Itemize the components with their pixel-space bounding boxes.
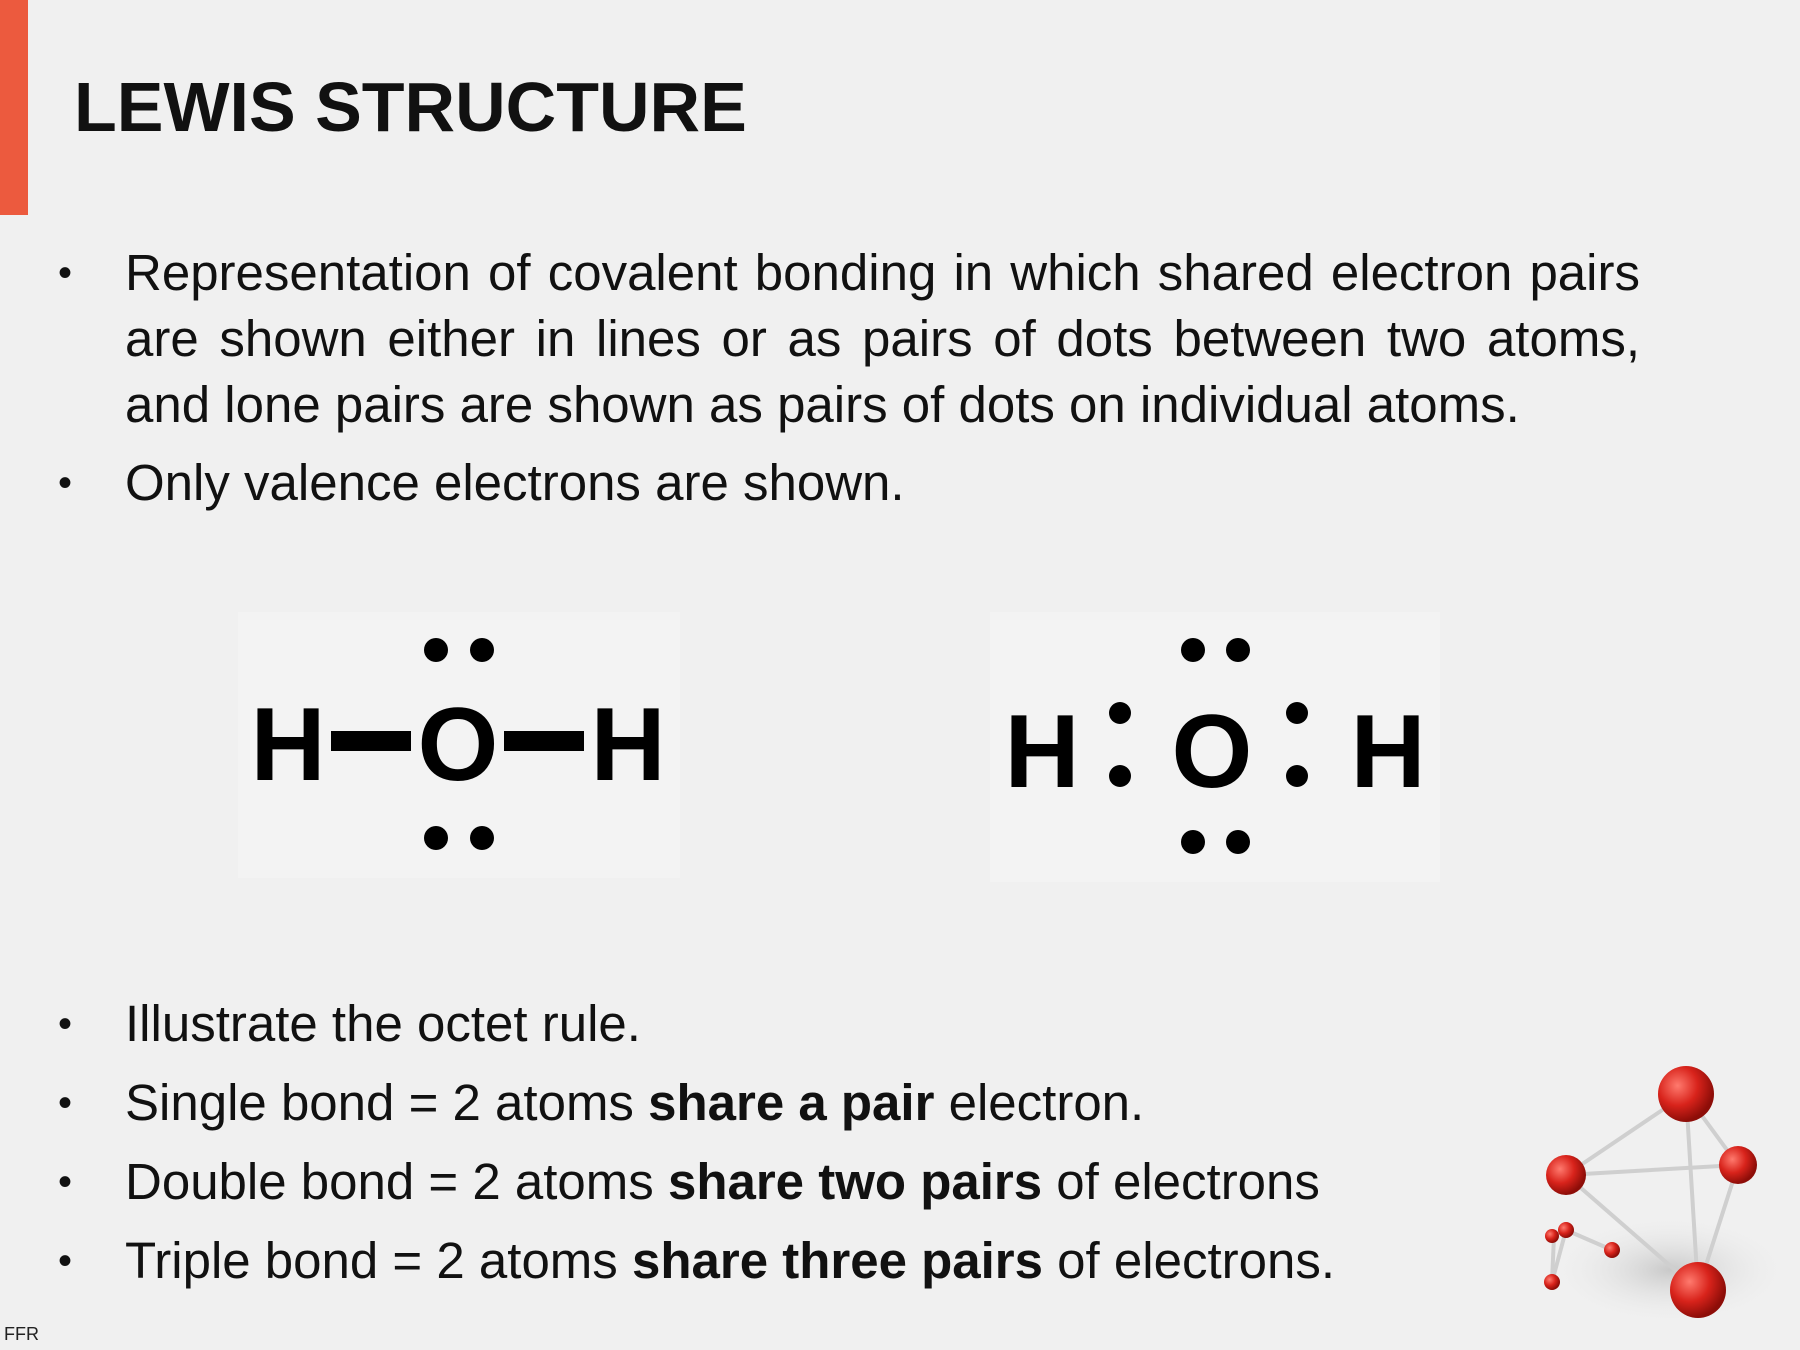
accent-bar: [0, 0, 28, 215]
footer-code: FFR: [4, 1324, 39, 1344]
lone-pair-dot: [424, 638, 448, 662]
atom-ball: [1670, 1262, 1726, 1318]
bullet-marker: •: [58, 251, 73, 295]
atom-ball: [1604, 1242, 1620, 1258]
bond-line: [504, 731, 584, 751]
atom-ball: [1719, 1146, 1757, 1184]
dot-structure-diagram: [990, 612, 1440, 882]
bullet-text-end: of electrons: [1042, 1153, 1320, 1210]
atom-o: O: [1171, 694, 1253, 810]
atom-ball: [1558, 1222, 1574, 1238]
bullet-item: [0, 1228, 1640, 1294]
bond-line: [331, 731, 411, 751]
atom-h-right: H: [590, 687, 666, 803]
bullet-text-end: of electrons.: [1043, 1232, 1335, 1289]
lone-pair-dot: [1181, 638, 1205, 662]
lone-pair-dot: [1181, 830, 1205, 854]
bullet-text-bold: share a pair: [648, 1074, 935, 1131]
lewis-dot-structure: [990, 612, 1440, 882]
lone-pair-dot: [470, 826, 494, 850]
bullet-item: [0, 1070, 1640, 1136]
bullet-list-top: [0, 240, 1640, 528]
bullet-marker: •: [58, 1002, 73, 1046]
bullet-text-bold: share two pairs: [667, 1153, 1043, 1210]
bullet-marker: •: [58, 1081, 73, 1125]
shared-pair-dot: [1109, 765, 1131, 787]
bullet-marker: •: [58, 1160, 73, 1204]
line-structure-diagram: [238, 612, 680, 878]
bullet-text: Only valence electrons are shown.: [125, 454, 905, 511]
lone-pair-dot: [424, 826, 448, 850]
bullet-text: Double bond = 2 atoms: [125, 1153, 668, 1210]
bullet-marker: •: [58, 1239, 73, 1283]
bullet-text: Triple bond = 2 atoms: [125, 1232, 632, 1289]
lone-pair-dot: [470, 638, 494, 662]
bullet-text-end: electron.: [934, 1074, 1145, 1131]
lone-pair-dot: [1226, 830, 1250, 854]
bullet-item: [0, 450, 1640, 516]
bullet-text: Single bond = 2 atoms: [125, 1074, 649, 1131]
atom-ball: [1544, 1274, 1560, 1290]
atom-ball: [1546, 1155, 1586, 1195]
atom-h-right: H: [1350, 694, 1426, 810]
bullet-list-bottom: [0, 991, 1640, 1307]
atom-h-left: H: [1004, 694, 1080, 810]
bullet-text-bold: share three pairs: [631, 1232, 1044, 1289]
molecule-model-decoration: [1520, 1040, 1790, 1340]
bullet-item: [0, 240, 1640, 438]
atom-ball: [1658, 1066, 1714, 1122]
shared-pair-dot: [1109, 702, 1131, 724]
slide-title: LEWIS STRUCTURE: [74, 68, 747, 146]
bullet-marker: •: [58, 461, 73, 505]
shared-pair-dot: [1286, 702, 1308, 724]
bullet-item: [0, 991, 1640, 1057]
lone-pair-dot: [1226, 638, 1250, 662]
bullet-item: [0, 1149, 1640, 1215]
atom-o: O: [417, 687, 499, 803]
shared-pair-dot: [1286, 765, 1308, 787]
lewis-line-structure: [238, 612, 680, 878]
atom-ball: [1545, 1229, 1559, 1243]
atom-h-left: H: [250, 687, 326, 803]
bullet-text: Illustrate the octet rule.: [125, 995, 641, 1052]
bullet-text: Representation of covalent bonding in which shared electron pairs are shown either in lines or as pairs of dots between two atoms, and lone pairs are shown as pairs of dots on individual atoms.: [125, 244, 1640, 433]
